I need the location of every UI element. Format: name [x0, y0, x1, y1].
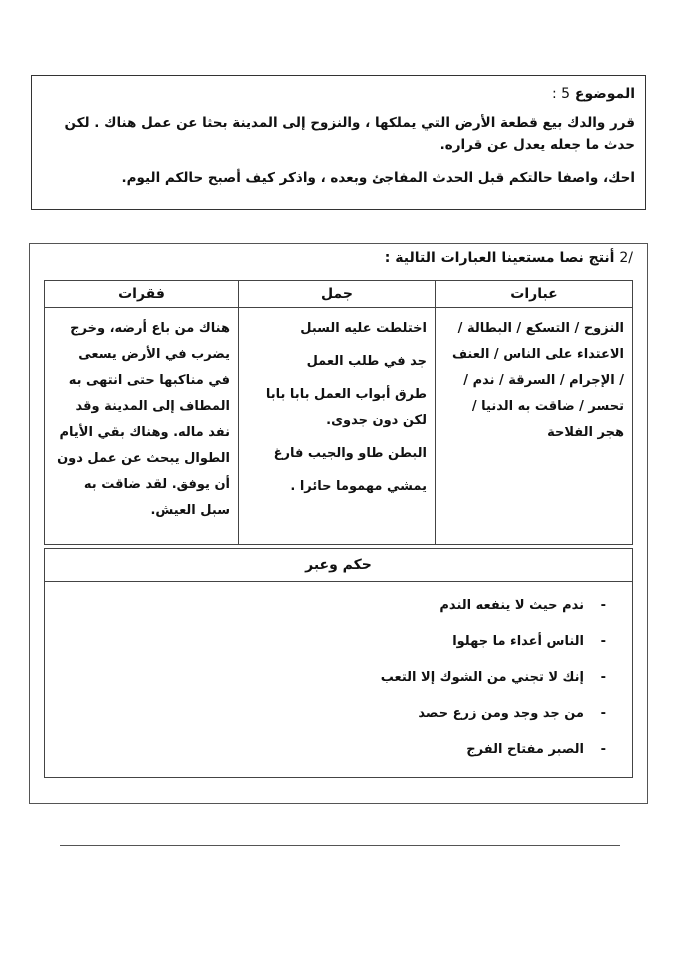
wisdom-item-text: الصبر مفتاح الفرج	[466, 742, 584, 757]
wisdom-item	[55, 660, 606, 696]
sentence-item: جد في طلب العمل	[306, 354, 427, 369]
wisdom-item-text: إنك لا تجني من الشوك إلا التعب	[380, 670, 584, 685]
header-fiqarat: فقرات	[45, 281, 239, 308]
dash-mark: -	[600, 706, 606, 721]
topic-number: 5 :	[551, 86, 571, 102]
wisdom-item	[55, 696, 606, 732]
wisdom-body-row	[45, 582, 633, 778]
divider-line	[60, 845, 620, 846]
wisdom-list	[45, 582, 633, 778]
topic-box	[31, 75, 646, 210]
wisdom-item-text: ندم حيث لا ينفعه الندم	[439, 598, 584, 613]
wisdom-item	[55, 624, 606, 660]
task-title	[385, 250, 633, 266]
terms-header-row	[45, 281, 633, 308]
topic-title	[42, 86, 635, 102]
dash-mark: -	[600, 634, 606, 649]
wisdom-table	[44, 548, 633, 778]
cell-fiqarat: هناك من باع أرضه، وخرج يضرب في الأرض يسعى في مناكبها حتى انتهى به المطاف إلى المدينة وقد نفد ماله. وهناك بقي الأيام الطوال يبحث عن عمل دون أن يوفق. لقد ضاقت به سبل العيش.	[45, 308, 239, 545]
wisdom-item-text: الناس أعداء ما جهلوا	[452, 634, 584, 649]
terms-body-row	[45, 308, 633, 545]
dash-mark: -	[600, 670, 606, 685]
header-ibarat: عبارات	[436, 281, 633, 308]
topic-paragraph: قرر والدك بيع قطعة الأرض التي يملكها ، والنزوح إلى المدينة بحثا عن عمل هناك . لكن حدث ما جعله يعدل عن قراره.	[64, 115, 635, 153]
task-title-text: أنتج نصا مستعينا العبارات التالية :	[384, 250, 615, 266]
sentence-item: طرق أبواب العمل بابا بابا لكن دون جدوى.	[265, 387, 427, 428]
wisdom-item	[55, 588, 606, 624]
cell-jumal	[239, 308, 436, 545]
task-number: /2	[619, 250, 633, 266]
sentence-item: البطن طاو والجيب فارغ	[273, 446, 427, 461]
sentence-item: اختلطت عليه السبل	[300, 321, 427, 336]
topic-title-label: الموضوع	[574, 86, 635, 102]
wisdom-header: حكم وعبر	[45, 549, 633, 582]
topic-instruction: احك، واصفا حالتكم قبل الحدث المفاجئ وبعده ، واذكر كيف أصبح حالكم اليوم.	[121, 170, 635, 186]
header-jumal: جمل	[239, 281, 436, 308]
dash-mark: -	[600, 598, 606, 613]
wisdom-item	[55, 732, 606, 768]
cell-ibarat: النزوح / التسكع / البطالة / الاعتداء على الناس / العنف / الإجرام / السرقة / ندم / تحسر / ضاقت به الدنيا / هجر الفلاحة	[436, 308, 633, 545]
wisdom-item-text: من جد وجد ومن زرع حصد	[418, 706, 584, 721]
terms-table	[44, 280, 633, 545]
wisdom-header-row	[45, 549, 633, 582]
sentence-item: يمشي مهموما حائرا .	[290, 479, 427, 494]
dash-mark: -	[600, 742, 606, 757]
